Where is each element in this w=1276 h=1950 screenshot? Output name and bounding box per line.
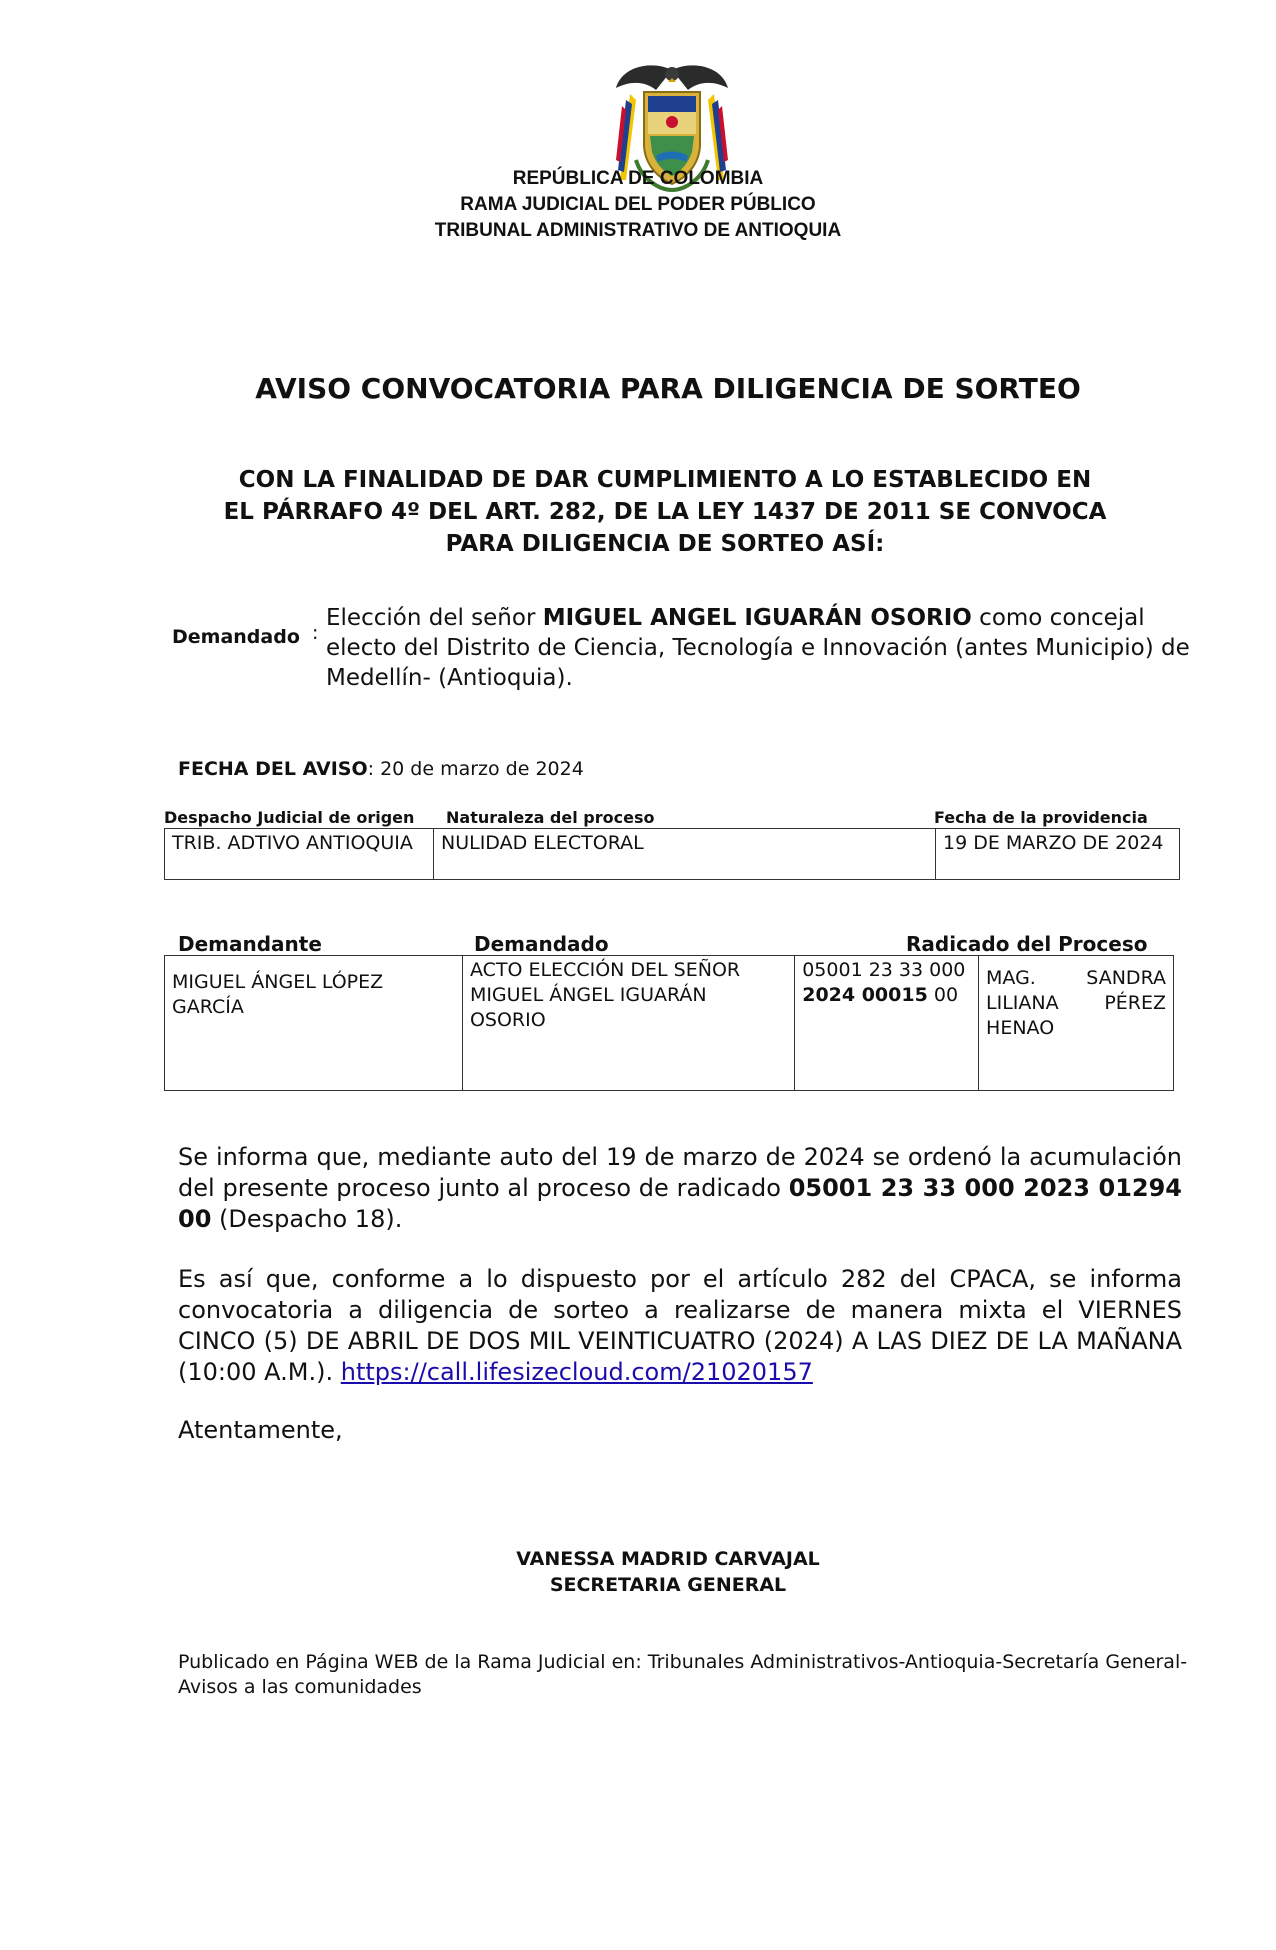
paragraph2-text: Es así que, conforme a lo dispuesto por el artículo 282 del CPACA, se informa convocatoria a diligencia de sorteo a realizarse de manera mixta el VIERNES CINCO (5) DE ABRIL DE DOS MIL VEINTICUATRO (2024) A LAS DIEZ DE LA MAÑANA (10:00 A.M.). — [178, 1265, 1182, 1386]
intro-line-2: EL PÁRRAFO 4º DEL ART. 282, DE LA LEY 1437 DE 2011 SE CONVOCA — [223, 499, 1107, 525]
signature-name: VANESSA MADRID CARVAJAL — [516, 1548, 820, 1570]
table1-cell-fecha: 19 DE MARZO DE 2024 — [936, 829, 1180, 880]
radicado-bold: 2024 00015 — [802, 984, 928, 1006]
table2-header-demandado: Demandado — [474, 932, 609, 956]
demandado-description — [326, 603, 1202, 693]
demandado-name: MIGUEL ANGEL IGUARÁN OSORIO — [542, 605, 972, 631]
process-info-table — [164, 828, 1180, 880]
closing: Atentamente, — [178, 1416, 343, 1444]
header-rama-judicial: RAMA JUDICIAL DEL PODER PÚBLICO — [460, 194, 816, 215]
demandado-label: Demandado — [172, 626, 300, 648]
paragraph-acumulacion — [178, 1142, 1182, 1235]
table-row — [165, 956, 1174, 1091]
demandado-text-post: como concejal electo del Distrito de Ciencia, Tecnología e Innovación (antes Municipio) de Medellín- (Antioquia). — [326, 605, 1190, 691]
radicado-suffix: 00 — [927, 984, 959, 1006]
demandado-text-pre: Elección del señor — [326, 605, 543, 631]
paragraph-convocatoria — [178, 1264, 1182, 1388]
fecha-aviso — [178, 758, 584, 780]
header-tribunal: TRIBUNAL ADMINISTRATIVO DE ANTIOQUIA — [434, 220, 842, 241]
table-row — [165, 829, 1180, 880]
table1-header-despacho: Despacho Judicial de origen — [164, 808, 415, 827]
document-title: AVISO CONVOCATORIA PARA DILIGENCIA DE SORTEO — [255, 372, 1081, 405]
table1-header-fecha-providencia: Fecha de la providencia — [934, 808, 1148, 827]
table2-cell-radicado — [795, 956, 979, 1091]
table2-cell-demandante: MIGUEL ÁNGEL LÓPEZ GARCÍA — [165, 956, 463, 1091]
intro-line-1: CON LA FINALIDAD DE DAR CUMPLIMIENTO A LO ESTABLECIDO EN — [238, 467, 1092, 493]
intro-statement — [185, 464, 1145, 560]
table2-cell-magistrado: MAG. SANDRA LILIANA PÉREZ HENAO — [979, 956, 1174, 1091]
fecha-aviso-value: : 20 de marzo de 2024 — [367, 758, 584, 780]
table1-cell-naturaleza: NULIDAD ELECTORAL — [434, 829, 936, 880]
paragraph1-pre: Se informa que, mediante auto del 19 de marzo de 2024 se ordenó la acumulación del presente proceso junto al proceso de radicado — [178, 1143, 1182, 1202]
table1-cell-despacho: TRIB. ADTIVO ANTIOQUIA — [165, 829, 434, 880]
paragraph1-post: (Despacho 18). — [211, 1205, 403, 1233]
fecha-aviso-label: FECHA DEL AVISO — [178, 758, 368, 780]
header-republic: REPÚBLICA DE COLOMBIA — [512, 168, 764, 189]
table1-header-naturaleza: Naturaleza del proceso — [446, 808, 655, 827]
table2-cell-demandado: ACTO ELECCIÓN DEL SEÑOR MIGUEL ÁNGEL IGUARÁN OSORIO — [462, 956, 794, 1091]
radicado-prefix: 05001 23 33 000 — [802, 959, 966, 981]
demandado-colon: : — [312, 622, 319, 644]
signature-role: SECRETARIA GENERAL — [549, 1574, 787, 1596]
intro-line-3: PARA DILIGENCIA DE SORTEO ASÍ: — [445, 531, 885, 557]
paragraph1-radicado: 05001 23 33 000 2023 01294 00 — [178, 1174, 1182, 1233]
table2-header-radicado: Radicado del Proceso — [906, 932, 1148, 956]
lifesize-call-link[interactable]: https://call.lifesizecloud.com/21020157 — [340, 1358, 813, 1386]
parties-table — [164, 955, 1174, 1091]
publication-note: Publicado en Página WEB de la Rama Judicial en: Tribunales Administrativos-Antioquia-Secretaría General-Avisos a las comunidades — [178, 1651, 1188, 1698]
table2-header-demandante: Demandante — [178, 932, 322, 956]
